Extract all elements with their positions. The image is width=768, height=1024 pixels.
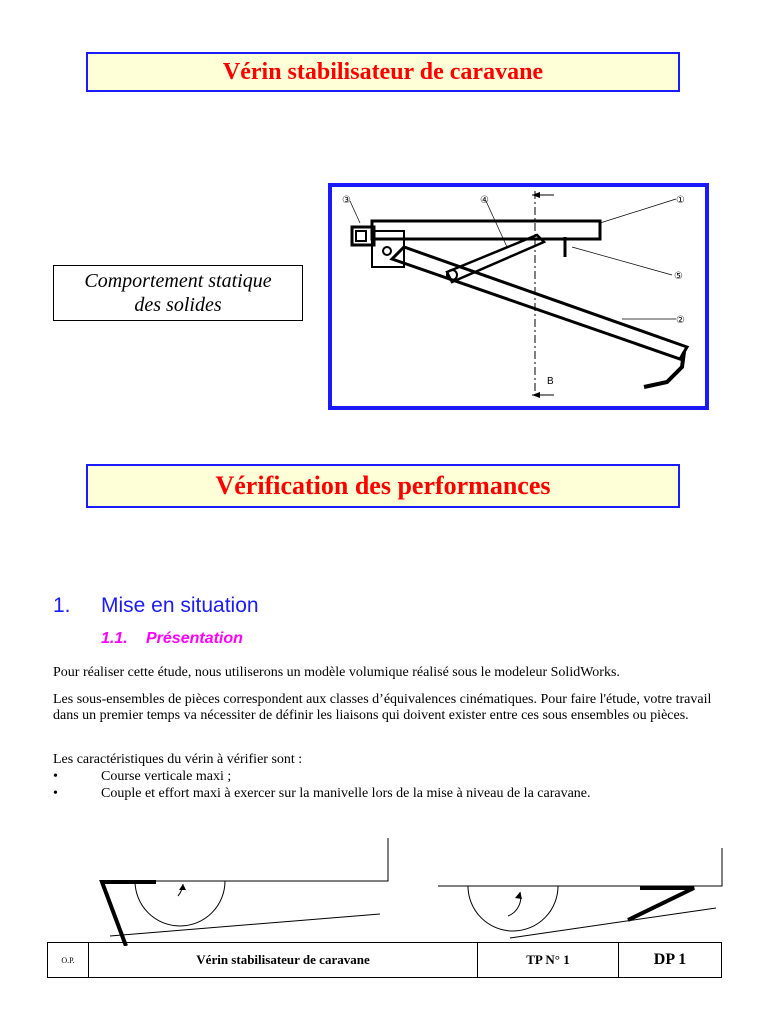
topic-label-line2: des solides	[134, 294, 222, 316]
bullet-text: Couple et effort maxi à exercer sur la manivelle lors de la mise à niveau de la caravane.	[101, 786, 591, 801]
section-title: Vérification des performances	[86, 464, 680, 508]
bullet-item	[53, 769, 231, 785]
paragraph-solidworks: Pour réaliser cette étude, nous utiliserons un modèle volumique réalisé sous le modeleur SolidWorks.	[53, 665, 620, 680]
subheading-text: Présentation	[146, 630, 243, 647]
paragraph-sous-ensembles: Les sous-ensembles de pièces correspondent aux classes d’équivalences cinématiques. Pour faire l'étude, votre travail dans un premier temps va nécessiter de définir les liaisons qui doivent exister entre ces sous ensembles ou pièces.	[53, 692, 712, 723]
subheading-number: 1.1.	[101, 630, 128, 647]
topic-label-line1: Comportement statique	[84, 270, 272, 292]
caravane-levelling-sketch	[40, 836, 740, 946]
topic-label	[53, 265, 303, 321]
mechanism-drawing	[332, 187, 705, 406]
callout-3: ③	[342, 195, 351, 206]
page-footer	[47, 942, 722, 978]
callout-5: ⑤	[674, 271, 683, 282]
callout-2: ②	[676, 315, 685, 326]
bullet-item	[53, 786, 591, 802]
heading-mise-en-situation	[53, 594, 259, 618]
bullet-symbol: •	[53, 786, 58, 801]
bullet-symbol: •	[53, 769, 58, 784]
footer-title: Vérin stabilisateur de caravane	[89, 943, 478, 977]
footer-op: O.P.	[48, 943, 89, 977]
bullet-text: Course verticale maxi ;	[101, 769, 232, 784]
document-title: Vérin stabilisateur de caravane	[86, 52, 680, 92]
section-label: B	[547, 376, 554, 387]
paragraph-caracteristiques: Les caractéristiques du vérin à vérifier sont :	[53, 752, 303, 767]
footer-dp: DP 1	[653, 951, 687, 968]
callout-4: ④	[480, 195, 489, 206]
heading-text: Mise en situation	[101, 594, 259, 617]
mechanism-drawing-frame	[328, 183, 709, 410]
footer-tp: TP N° 1	[478, 943, 619, 977]
subheading-presentation	[101, 630, 243, 648]
heading-number: 1.	[53, 594, 71, 617]
callout-1: ①	[676, 195, 685, 206]
